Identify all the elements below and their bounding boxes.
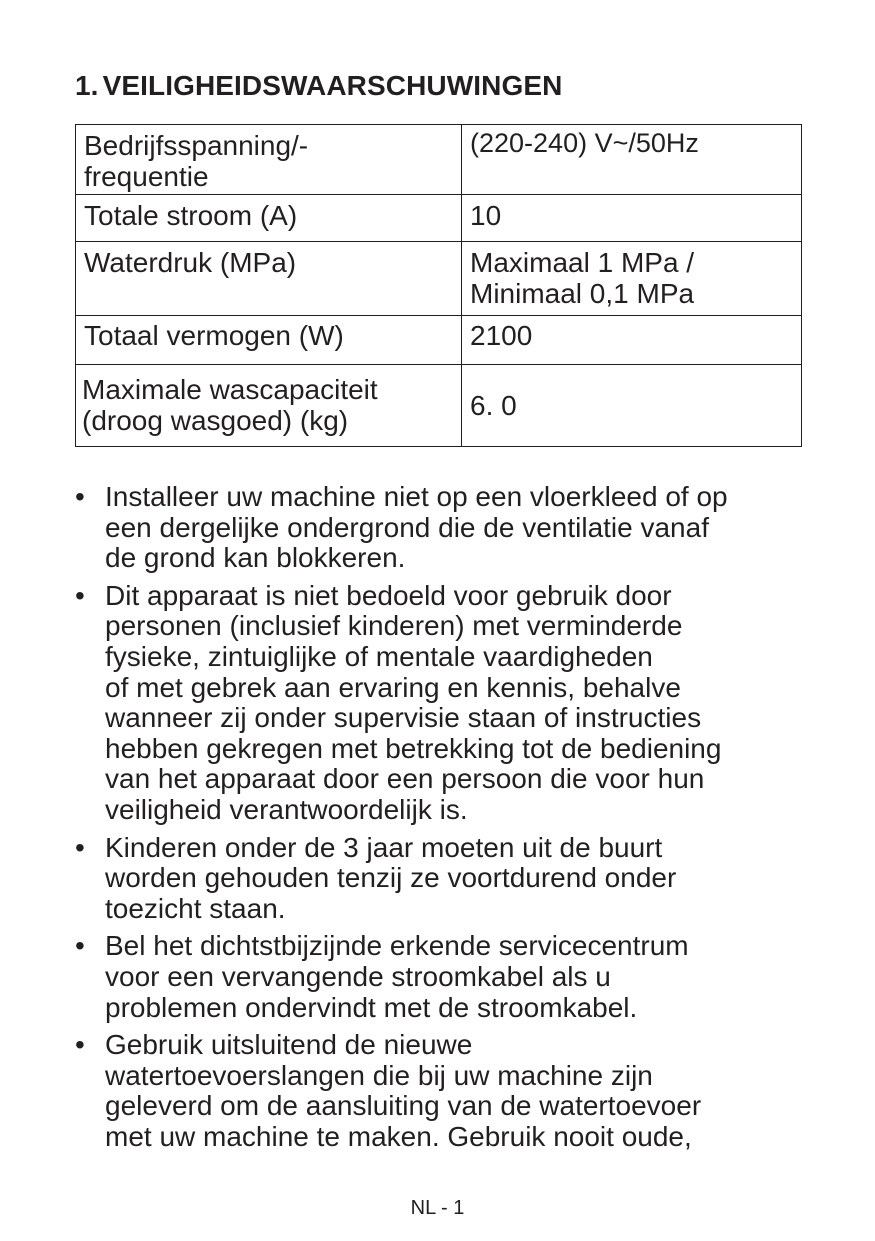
warning-item	[75, 581, 810, 826]
section-title-text: VEILIGHEIDSWAARSCHUWINGEN	[102, 70, 563, 101]
spec-label: Bedrijfsspanning/- frequentie	[76, 125, 462, 195]
section-title	[75, 68, 562, 104]
spec-row	[76, 125, 802, 195]
spec-label: Totale stroom (A)	[76, 195, 462, 242]
safety-warnings-list	[75, 482, 810, 1159]
bullet-icon: •	[75, 481, 85, 512]
warning-item	[75, 833, 810, 925]
spec-label: Maximale wascapaciteit (droog wasgoed) (kg)	[76, 365, 462, 447]
page-number: NL - 1	[410, 1197, 465, 1219]
spec-label: Waterdruk (MPa)	[76, 242, 462, 316]
spec-value: 10	[462, 195, 802, 242]
bullet-icon: •	[75, 579, 85, 611]
spec-value: Maximaal 1 MPa / Minimaal 0,1 MPa	[462, 242, 802, 316]
warning-text: Installeer uw machine niet op een vloerkleed of op een dergelijke ondergrond die de ventilatie vanaf de grond kan blokkeren.	[105, 481, 728, 574]
warning-text: Dit apparaat is niet bedoeld voor gebruik door personen (inclusief kinderen) met verminderde fysieke, zintuiglijke of mentale vaardigheden of met gebrek aan ervaring en kennis, behalve wanneer zij onder supervisie staan of instructies hebben gekregen met betrekking tot de bediening van het apparaat door een persoon die voor hun veiligheid verantwoordelijk is.	[105, 579, 722, 825]
spec-row	[76, 316, 802, 365]
bullet-icon: •	[75, 930, 85, 962]
bullet-icon: •	[75, 831, 85, 863]
bullet-icon: •	[75, 1029, 85, 1061]
spec-value: 2100	[462, 316, 802, 365]
spec-row	[76, 365, 802, 447]
warning-item	[75, 931, 810, 1023]
section-number: 1.	[75, 70, 99, 101]
warning-text: Kinderen onder de 3 jaar moeten uit de buurt worden gehouden tenzij ze voortdurend onder toezicht staan.	[105, 831, 677, 924]
warning-text: Gebruik uitsluitend de nieuwe watertoevoerslangen die bij uw machine zijn geleverd om de aansluiting van de watertoevoer met uw machine te maken. Gebruik nooit oude,	[105, 1029, 702, 1152]
spec-value: 6. 0	[462, 365, 802, 447]
specifications-table	[75, 124, 802, 447]
spec-row	[76, 242, 802, 316]
spec-row	[76, 195, 802, 242]
spec-value: (220-240) V~/50Hz	[462, 125, 802, 195]
spec-label: Totaal vermogen (W)	[76, 316, 462, 365]
warning-text: Bel het dichtstbijzijnde erkende servicecentrum voor een vervangende stroomkabel als u problemen ondervindt met de stroomkabel.	[105, 930, 689, 1023]
warning-item	[75, 1030, 810, 1152]
warning-item	[75, 482, 810, 574]
